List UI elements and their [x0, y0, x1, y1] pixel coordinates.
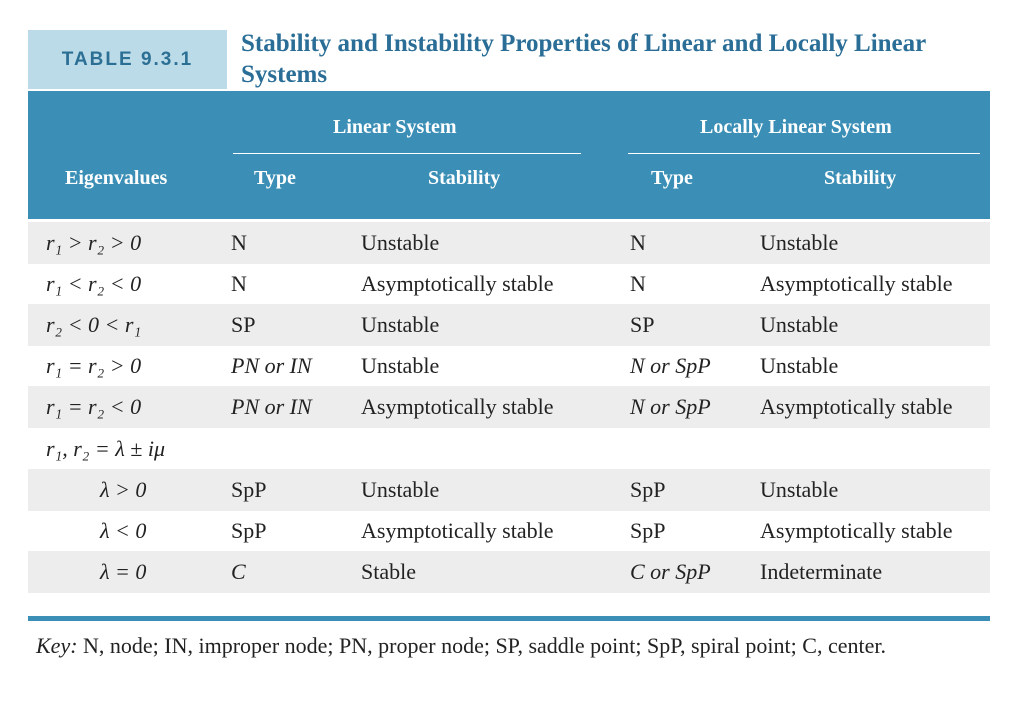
cell-locally-stability: Asymptotically stable	[760, 394, 953, 419]
cell-eigenvalues: λ > 0	[100, 477, 147, 502]
cell-eigenvalues: r₁ < r₂ < 0	[46, 271, 142, 296]
cell-eigenvalues: r₁ = r₂ > 0	[46, 353, 142, 378]
cell-linear-type: N	[231, 230, 247, 255]
col-header-locally-type: Type	[651, 167, 693, 189]
table-caption: Stability and Instability Properties of Linear and Locally Linear Systems	[241, 30, 926, 88]
key-label: Key:	[36, 633, 78, 658]
col-header-linear-stability: Stability	[428, 167, 501, 189]
cell-linear-stability: Stable	[361, 559, 416, 584]
cell-linear-stability: Asymptotically stable	[361, 394, 554, 419]
cell-linear-type: PN or IN	[231, 353, 312, 378]
cell-locally-type: SP	[630, 312, 655, 337]
table-row	[28, 551, 990, 593]
cell-eigenvalues: r₁, r₂ = λ ± iμ	[46, 436, 166, 461]
cell-linear-type: N	[231, 271, 247, 296]
cell-linear-stability: Unstable	[361, 353, 440, 378]
cell-linear-type: SpP	[231, 518, 267, 543]
col-header-linear-type: Type	[254, 167, 296, 189]
cell-linear-type: C	[231, 559, 246, 584]
table-row	[28, 386, 990, 428]
cell-linear-type: PN or IN	[231, 394, 312, 419]
cell-locally-type: N or SpP	[630, 394, 711, 419]
cell-locally-stability: Asymptotically stable	[760, 271, 953, 296]
table-key	[36, 630, 996, 661]
cell-linear-stability: Unstable	[361, 312, 440, 337]
cell-eigenvalues: r₁ > r₂ > 0	[46, 230, 142, 255]
cell-eigenvalues: λ < 0	[100, 518, 147, 543]
cell-linear-stability: Unstable	[361, 230, 440, 255]
group-underline-linear	[233, 153, 581, 154]
table-label: TABLE 9.3.1	[61, 48, 194, 70]
col-header-eigenvalues: Eigenvalues	[65, 167, 168, 189]
table-row	[28, 428, 990, 470]
cell-locally-type: N or SpP	[630, 353, 711, 378]
cell-locally-stability: Unstable	[760, 312, 839, 337]
cell-locally-stability: Indeterminate	[760, 559, 883, 584]
cell-locally-type: N	[630, 271, 646, 296]
group-header-linear: Linear System	[333, 116, 457, 138]
cell-linear-type: SP	[231, 312, 256, 337]
cell-eigenvalues: r₁ = r₂ < 0	[46, 394, 142, 419]
cell-linear-stability: Unstable	[361, 477, 440, 502]
table-header	[28, 91, 990, 219]
cell-linear-stability: Asymptotically stable	[361, 271, 554, 296]
cell-linear-stability: Asymptotically stable	[361, 518, 554, 543]
group-underline-locally-linear	[628, 153, 980, 154]
key-text: N, node; IN, improper node; PN, proper node; SP, saddle point; SpP, spiral point; C, center.	[77, 633, 886, 658]
cell-locally-stability: Unstable	[760, 230, 839, 255]
cell-locally-stability: Unstable	[760, 353, 839, 378]
cell-eigenvalues: r₂ < 0 < r₁	[46, 312, 142, 337]
table-row	[28, 469, 990, 511]
table-row	[28, 510, 990, 552]
group-header-locally-linear: Locally Linear System	[700, 116, 892, 138]
table-label-box	[28, 30, 227, 89]
table-row	[28, 304, 990, 346]
table-row	[28, 222, 990, 264]
table-row	[28, 345, 990, 387]
col-header-locally-stability: Stability	[824, 167, 897, 189]
cell-locally-stability: Asymptotically stable	[760, 518, 953, 543]
cell-linear-type: SpP	[231, 477, 267, 502]
cell-locally-type: C or SpP	[630, 559, 711, 584]
table-row	[28, 263, 990, 305]
cell-locally-type: SpP	[630, 477, 666, 502]
bottom-rule	[28, 616, 990, 621]
cell-locally-type: SpP	[630, 518, 666, 543]
cell-eigenvalues: λ = 0	[100, 559, 147, 584]
cell-locally-stability: Unstable	[760, 477, 839, 502]
cell-locally-type: N	[630, 230, 646, 255]
